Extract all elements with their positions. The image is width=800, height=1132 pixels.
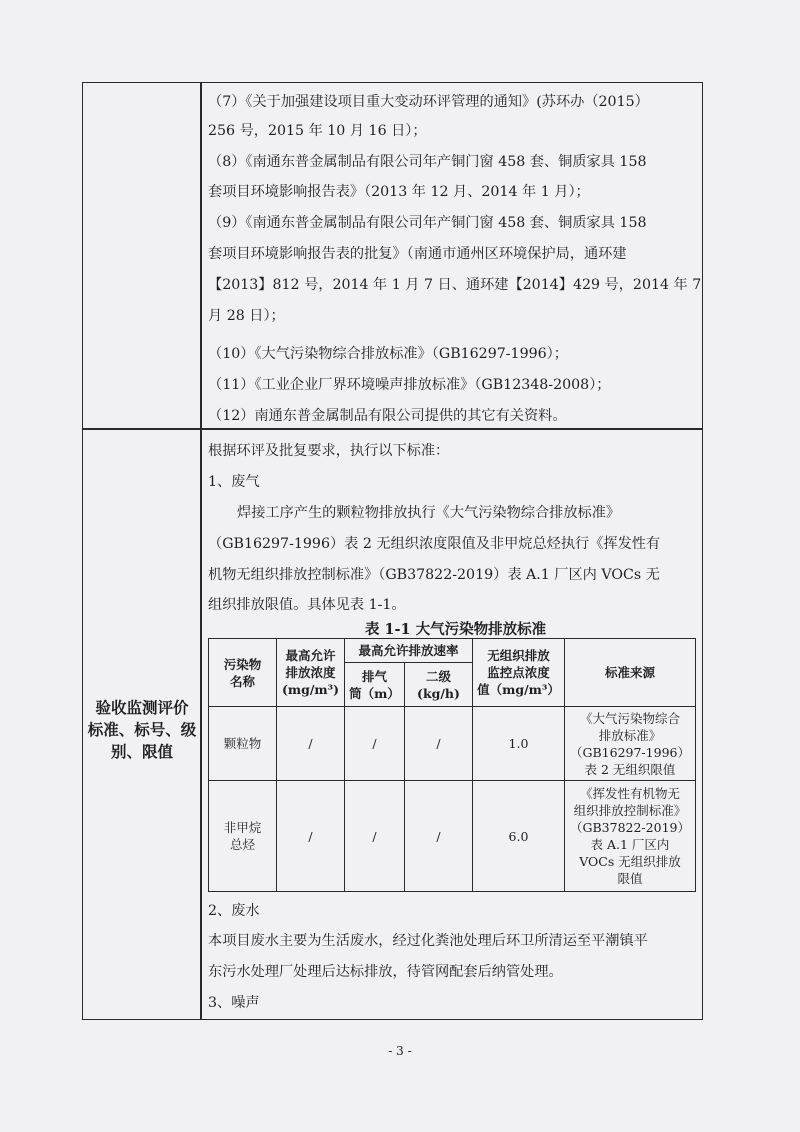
paragraph-line: 组织排放限值。具体见表 1-1。 [208,597,406,613]
paragraph-line: 机物无组织排放控制标准》（GB37822-2019）表 A.1 厂区内 VOCs 无 [208,567,660,583]
section-title-wastewater: 2、废水 [208,903,260,919]
table-cell-pollutant: 颗粒物 [223,736,262,751]
table-cell-source: 《大气污染物综合 排放标准》 （GB16297-1996） 表 2 无组织限值 [570,710,690,777]
paragraph-line: 焊接工序产生的颗粒物排放执行《大气污染物综合排放标准》 [237,505,621,521]
column-divider [200,82,202,1020]
row-label-line: 标准、标号、级 [87,720,197,739]
table-cell-level2: / [436,828,441,844]
row-divider [82,428,703,430]
header-max-rate: 最高允许排放速率 [358,643,459,658]
reference-line: （10）《大气污染物综合排放标准》（GB16297-1996）； [208,346,568,362]
row-label-line: 别、限值 [110,742,173,761]
header-max-concentration: 最高允许 排放浓度 (mg/m³) [281,648,340,697]
reference-line: 【2013】812 号，2014 年 1 月 7 日、通环建【2014】429 号，2014 年 7 [208,277,702,293]
reference-line: （9）《南通东普金属制品有限公司年产铜门窗 458 套、铜质家具 158 [208,215,647,231]
header-pollutant: 污染物 名称 [223,656,262,689]
paragraph-line: 东污水处理厂处理后达标排放，待管网配套后纳管处理。 [208,964,563,980]
reference-line: 套项目环境影响报告表》（2013 年 12 月、2014 年 1 月）； [208,184,590,200]
table-cell-stack: / [372,828,377,844]
paragraph-line: 本项目废水主要为生活废水，经过化粪池处理后环卫所清运至平潮镇平 [208,933,648,949]
reference-line: （11）《工业企业厂界环境噪声排放标准》（GB12348-2008）； [208,377,611,393]
reference-line: （7）《关于加强建设项目重大变动环评管理的通知》(苏环办（2015） [208,94,649,110]
table-cell-unorganized-limit: 6.0 [508,828,529,844]
emission-standards-table [208,638,696,892]
header-stack-height: 排气 筒（m） [349,668,400,701]
table-cell-unorganized-limit: 1.0 [508,736,529,751]
page-number: - 3 - [388,1044,412,1058]
reference-line: 月 28 日）； [208,308,285,324]
reference-line: （12）南通东普金属制品有限公司提供的其它有关资料。 [208,408,567,424]
reference-line: 套项目环境影响报告表的批复》（南通市通州区环境保护局，通环建 [208,246,627,262]
header-level-2-rate: 二级 (kg/h) [417,668,460,701]
table-cell-max-concentration: / [308,736,313,751]
section-title-exhaust: 1、废气 [208,474,260,490]
table-caption: 表 1-1 大气污染物排放标准 [364,621,547,638]
row-label [84,697,200,763]
header-unorganized-limit: 无组织排放 监控点浓度 值（mg/m³） [477,648,560,697]
paragraph-line: （GB16297-1996）表 2 无组织浓度限值及非甲烷总烃执行《挥发性有 [208,536,661,552]
standards-intro: 根据环评及批复要求，执行以下标准： [208,443,450,459]
row-label-line: 验收监测评价 [95,698,189,717]
reference-line: （8）《南通东普金属制品有限公司年产铜门窗 458 套、铜质家具 158 [208,154,647,170]
table-cell-max-concentration: / [308,828,313,844]
table-cell-level2: / [436,736,441,751]
table-cell-source: 《挥发性有机物无 组织排放控制标准》 （GB37822-2019） 表 A.1 厂区内 VOCs 无组织排放 限值 [570,786,690,886]
table-cell-stack: / [372,736,377,751]
header-standard-source: 标准来源 [604,665,655,680]
reference-line: 256 号，2015 年 10 月 16 日）； [208,123,427,139]
section-title-noise: 3、噪声 [208,995,260,1011]
table-cell-pollutant: 非甲烷 总烃 [223,820,262,852]
